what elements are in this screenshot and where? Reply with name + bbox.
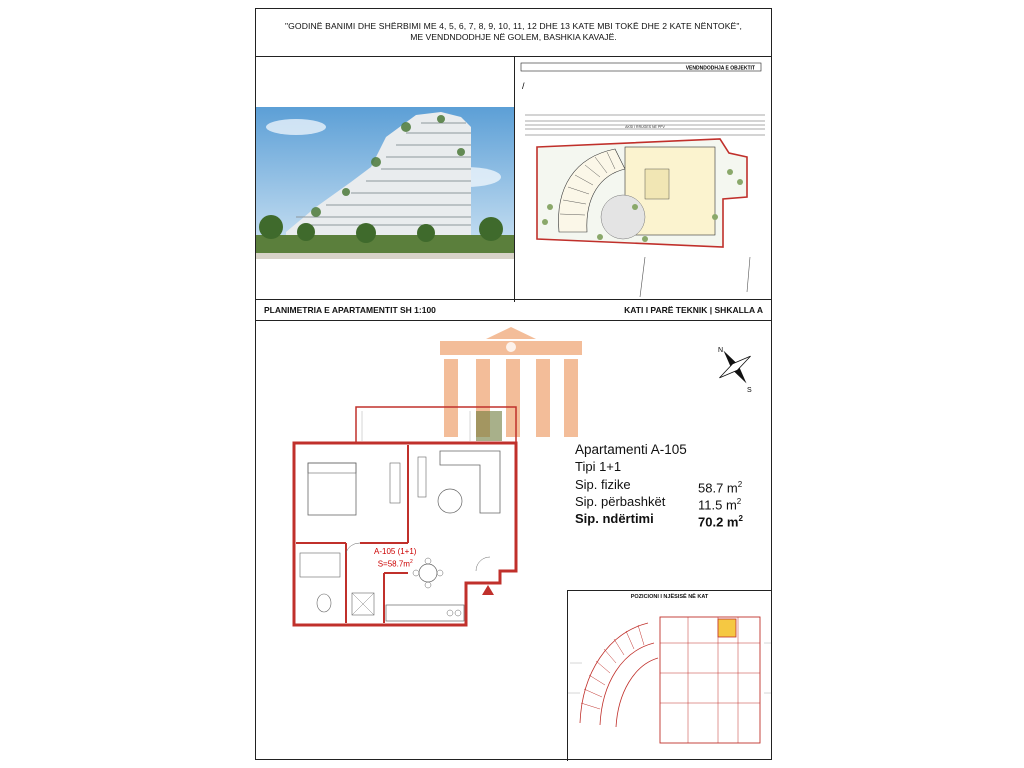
plan-area: [256, 321, 771, 761]
unit-position-title: POZICIONI I NJËSISË NË KAT: [630, 594, 709, 600]
floor-plan-title: PLANIMETRIA E APARTAMENTIT SH 1:100: [264, 305, 436, 315]
floor-level-title: KATI I PARË TEKNIK | SHKALLA A: [624, 305, 763, 315]
project-title-line2: ME VENDNDODHJE NË GOLEM, BASHKIA KAVAJË.: [410, 32, 617, 42]
site-plan-title: VENDNDODHJA E OBJEKTIT: [685, 65, 755, 72]
building-rendering: [256, 57, 515, 302]
site-plan: [515, 57, 771, 302]
apartment-floor-plan: [290, 403, 530, 633]
plan-unit-label: [374, 546, 416, 570]
compass-south: S: [747, 387, 752, 393]
section-bar: [256, 299, 771, 321]
north-mark: /: [522, 81, 525, 91]
apartment-info: [575, 441, 750, 530]
unit-position-box: [567, 590, 771, 761]
compass-icon: [712, 343, 758, 393]
drawing-sheet: [255, 8, 772, 760]
road-label: AKSI I RRUGES NE PPV: [625, 125, 665, 129]
area-row-perbashket: Sip. përbashkët 11.5 $m^2$: [575, 494, 742, 513]
apartment-type: Tipi 1+1: [575, 459, 622, 474]
area-row-ndertimi: Sip. ndërtimi 70.2 $m^2$: [575, 511, 743, 530]
unit-position-plan: [568, 603, 771, 761]
plan-unit-code: A-105 (1+1): [374, 547, 417, 556]
project-header: [256, 9, 771, 57]
project-title-line1: "GODINË BANIMI DHE SHËRBIMI ME 4, 5, 6, 7, 8, 9, 10, 11, 12 DHE 13 KATE MBI TOKË DHE 2 KATE NËNTOKË",: [284, 21, 742, 31]
area-row-fizike: Sip. fizike 58.7 $m^2$: [575, 477, 743, 496]
compass-north: N: [718, 347, 724, 354]
plan-unit-area: $S=58.7m^2$: [377, 559, 413, 569]
apartment-name: Apartamenti A-105: [575, 442, 687, 457]
